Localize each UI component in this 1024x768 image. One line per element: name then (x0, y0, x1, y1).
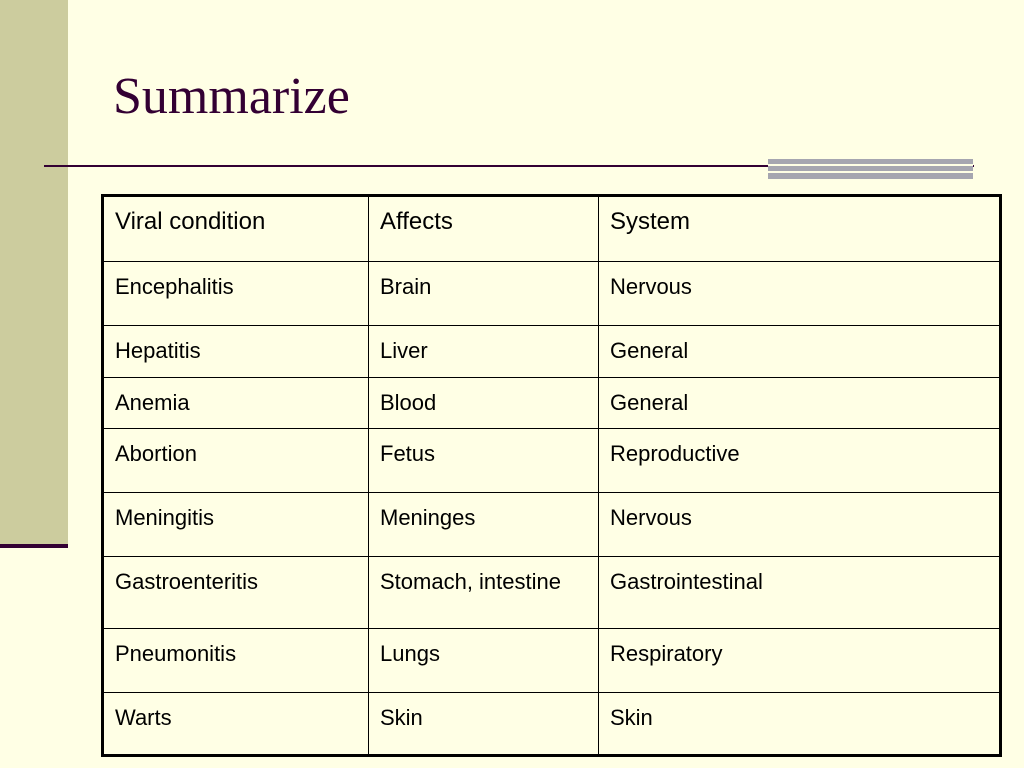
column-header-affects: Affects (369, 196, 599, 262)
cell-affects: Blood (369, 378, 599, 429)
cell-viral-condition: Abortion (103, 429, 369, 493)
table-row (103, 557, 1001, 629)
table-header-row (103, 196, 1001, 262)
cell-viral-condition: Gastroenteritis (103, 557, 369, 629)
cell-system: Respiratory (599, 629, 1001, 693)
cell-system: Reproductive (599, 429, 1001, 493)
cell-system: Skin (599, 693, 1001, 756)
cell-viral-condition: Anemia (103, 378, 369, 429)
cell-system: General (599, 378, 1001, 429)
cell-system: Nervous (599, 262, 1001, 326)
cell-viral-condition: Hepatitis (103, 326, 369, 378)
table-row (103, 429, 1001, 493)
table-row (103, 378, 1001, 429)
cell-system: Gastrointestinal (599, 557, 1001, 629)
table-row (103, 262, 1001, 326)
cell-viral-condition: Meningitis (103, 493, 369, 557)
left-band-rule (0, 544, 68, 548)
cell-viral-condition: Encephalitis (103, 262, 369, 326)
cell-affects: Skin (369, 693, 599, 756)
cell-affects: Lungs (369, 629, 599, 693)
cell-system: General (599, 326, 1001, 378)
cell-affects: Meninges (369, 493, 599, 557)
table-row (103, 493, 1001, 557)
cell-viral-condition: Pneumonitis (103, 629, 369, 693)
cell-affects: Stomach, intestine (369, 557, 599, 629)
column-header-viral-condition: Viral condition (103, 196, 369, 262)
cell-affects: Brain (369, 262, 599, 326)
cell-viral-condition: Warts (103, 693, 369, 756)
column-header-system: System (599, 196, 1001, 262)
table-row (103, 693, 1001, 756)
left-decorative-band (0, 0, 68, 545)
viral-conditions-table (101, 194, 1002, 757)
table-row (103, 326, 1001, 378)
cell-system: Nervous (599, 493, 1001, 557)
slide-title: Summarize (113, 68, 350, 125)
table-row (103, 629, 1001, 693)
cell-affects: Liver (369, 326, 599, 378)
title-rule-accent-bar (768, 159, 973, 179)
cell-affects: Fetus (369, 429, 599, 493)
